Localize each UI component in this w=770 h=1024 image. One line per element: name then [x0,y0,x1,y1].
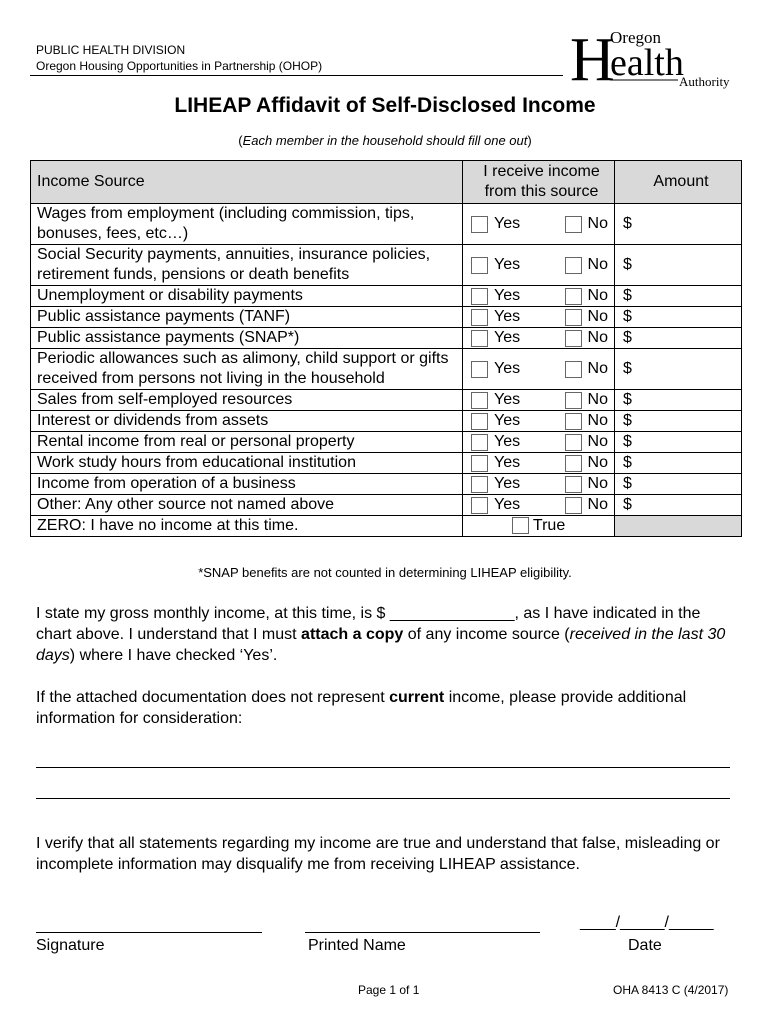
signature-label: Signature [36,937,105,954]
no-label: No [587,308,608,325]
true-label: True [532,517,566,534]
table-row [31,204,742,245]
amount-field[interactable]: $ [615,390,742,411]
amount-field[interactable]: $ [615,328,742,349]
table-row [31,349,742,390]
amount-disabled [615,516,742,537]
true-checkbox[interactable] [512,517,529,534]
amount-field[interactable]: $ [615,349,742,390]
no-label: No [587,329,608,346]
income-source-label: Public assistance payments (SNAP*) [31,328,463,349]
header-income-source: Income Source [31,161,463,204]
income-source-label: Interest or dividends from assets [31,411,463,432]
date-label: Date [628,937,662,954]
yes-checkbox[interactable] [471,413,488,430]
no-label: No [587,412,608,429]
yes-label: Yes [494,433,521,450]
yes-checkbox[interactable] [471,216,488,233]
svg-text:H: H [570,26,615,90]
no-checkbox[interactable] [565,434,582,451]
table-row [31,328,742,349]
zero-income-label: ZERO: I have no income at this time. [31,516,463,537]
yes-label: Yes [494,391,521,408]
amount-field[interactable]: $ [615,453,742,474]
income-source-label: Rental income from real or personal property [31,432,463,453]
income-source-label: Wages from employment (including commission, tips, bonuses, fees, etc…) [31,204,463,245]
page-subtitle: (Each member in the household should fill one out) [238,133,532,148]
no-label: No [587,256,608,273]
snap-footnote: *SNAP benefits are not counted in determining LIHEAP eligibility. [198,565,572,580]
yes-label: Yes [494,475,521,492]
page-title: LIHEAP Affidavit of Self-Disclosed Income [174,94,596,117]
header-receive-income: I receive income from this source [463,161,615,204]
oregon-health-authority-logo [566,24,742,90]
income-table [30,160,742,537]
yes-checkbox[interactable] [471,309,488,326]
amount-field[interactable]: $ [615,245,742,286]
no-checkbox[interactable] [565,216,582,233]
no-checkbox[interactable] [565,288,582,305]
table-row [31,286,742,307]
no-label: No [587,391,608,408]
income-source-label: Periodic allowances such as alimony, child support or gifts received from persons not living in the household [31,349,463,390]
no-checkbox[interactable] [565,392,582,409]
no-label: No [587,215,608,232]
yes-label: Yes [494,360,521,377]
yes-checkbox[interactable] [471,257,488,274]
income-source-label: Work study hours from educational institution [31,453,463,474]
yes-checkbox[interactable] [471,288,488,305]
yes-checkbox[interactable] [471,455,488,472]
additional-info-line-2[interactable] [36,798,730,799]
yes-label: Yes [494,329,521,346]
no-checkbox[interactable] [565,330,582,347]
income-statement: I state my gross monthly income, at this time, is $ ______________, as I have indicated in the chart above. I understand that I must attach a copy of any income source (received in the last 30 days) where I have checked ‘Yes’. [36,605,726,664]
header-text [36,42,322,74]
yes-label: Yes [494,412,521,429]
no-label: No [587,433,608,450]
no-checkbox[interactable] [565,361,582,378]
table-header-row [31,161,742,204]
printed-name-label: Printed Name [308,937,406,954]
yes-label: Yes [494,308,521,325]
no-checkbox[interactable] [565,413,582,430]
amount-field[interactable]: $ [615,432,742,453]
date-field[interactable]: ____/_____/_____ [580,914,714,931]
additional-info-line-1[interactable] [36,767,730,768]
table-row [31,307,742,328]
form-id: OHA 8413 C (4/2017) [613,983,729,997]
table-row [31,411,742,432]
yes-label: Yes [494,215,521,232]
logo-word-health: ealth [610,42,684,84]
table-row [31,495,742,516]
income-source-label: Sales from self-employed resources [31,390,463,411]
header-rule [30,75,563,76]
yes-checkbox[interactable] [471,361,488,378]
yes-checkbox[interactable] [471,330,488,347]
income-source-label: Public assistance payments (TANF) [31,307,463,328]
amount-field[interactable]: $ [615,495,742,516]
logo-word-oregon: Oregon [610,28,661,47]
header-amount: Amount [615,161,742,204]
table-row [31,390,742,411]
income-source-label: Income from operation of a business [31,474,463,495]
yes-checkbox[interactable] [471,476,488,493]
amount-field[interactable]: $ [615,286,742,307]
no-checkbox[interactable] [565,257,582,274]
logo-word-authority: Authority [679,74,730,89]
gross-income-field[interactable]: ______________ [389,605,515,622]
table-row [31,432,742,453]
printed-name-line[interactable] [305,932,540,933]
amount-field[interactable]: $ [615,411,742,432]
no-label: No [587,454,608,471]
verify-statement: I verify that all statements regarding my income are true and understand that false, misleading or incomplete information may disqualify me from receiving LIHEAP assistance. [36,835,720,873]
no-checkbox[interactable] [565,476,582,493]
signature-line[interactable] [36,932,262,933]
division-name: PUBLIC HEALTH DIVISION [36,43,186,57]
no-checkbox[interactable] [565,309,582,326]
yes-label: Yes [494,256,521,273]
no-label: No [587,287,608,304]
income-source-label: Other: Any other source not named above [31,495,463,516]
program-name: Oregon Housing Opportunities in Partnership (OHOP) [36,59,323,73]
no-label: No [587,496,608,513]
yes-checkbox[interactable] [471,392,488,409]
yes-label: Yes [494,454,521,471]
table-row [31,245,742,286]
no-label: No [587,360,608,377]
income-source-label: Social Security payments, annuities, insurance policies, retirement funds, pensions or death benefits [31,245,463,286]
yes-checkbox[interactable] [471,497,488,514]
no-label: No [587,475,608,492]
page-number: Page 1 of 1 [358,983,420,997]
no-checkbox[interactable] [565,497,582,514]
attached-doc-statement: If the attached documentation does not represent current income, please provide additional information for consideration: [36,689,687,727]
table-row [31,474,742,495]
yes-label: Yes [494,287,521,304]
zero-income-row [31,516,742,537]
amount-field[interactable]: $ [615,307,742,328]
amount-field[interactable]: $ [615,204,742,245]
no-checkbox[interactable] [565,455,582,472]
amount-field[interactable]: $ [615,474,742,495]
income-source-label: Unemployment or disability payments [31,286,463,307]
table-row [31,453,742,474]
yes-checkbox[interactable] [471,434,488,451]
yes-label: Yes [494,496,521,513]
